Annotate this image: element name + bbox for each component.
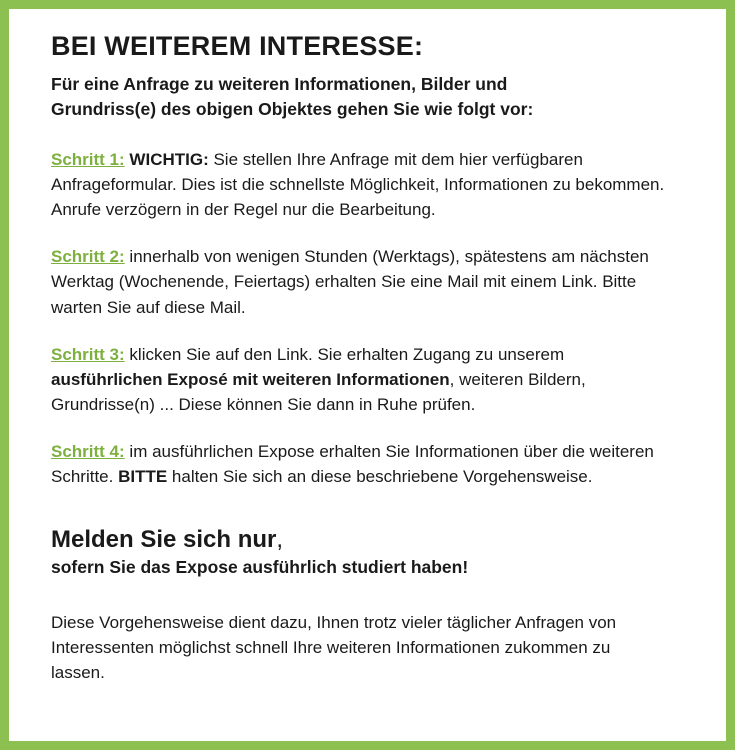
step-2-text: innerhalb von wenigen Stunden (Werktags), spätestens am nächsten Werktag (Wochenende, Feiertags) erhalten Sie eine Mail mit einem Link. Bitte warten Sie auf diese Mail. — [51, 247, 649, 317]
closing-paragraph: Diese Vorgehensweise dient dazu, Ihnen trotz vieler täglicher Anfragen von Interessenten möglichst schnell Ihre weiteren Informationen zukommen zu lassen. — [51, 612, 617, 683]
step-4-text-part-2: halten Sie sich an diese beschriebene Vorgehensweise. — [167, 467, 593, 487]
subheadline-line-1: Für eine Anfrage zu weiteren Informationen, Bilder und — [51, 74, 508, 95]
call-to-action-subtext: sofern Sie das Expose ausführlich studiert haben! — [51, 557, 469, 578]
step-1-label: Schritt 1: — [51, 149, 125, 169]
subheadline-line-2: Grundriss(e) des obigen Objektes gehen Sie wie folgt vor: — [51, 99, 534, 120]
step-1-text: Sie stellen Ihre Anfrage mit dem hier verfügbaren Anfrageformular. Dies ist die schnellste Möglichkeit, Informationen zu bekommen. Anrufe verzögern in der Regel nur die Bearbeitung. — [51, 149, 665, 220]
step-2 — [51, 244, 666, 319]
step-3 — [51, 342, 666, 417]
step-2-label: Schritt 2: — [51, 247, 125, 267]
step-3-text-part-2: , weiteren Bildern, Grundrisse(n) ... Diese können Sie dann in Ruhe prüfen. — [51, 369, 586, 415]
step-3-label: Schritt 3: — [51, 344, 125, 364]
call-to-action-bold: Melden Sie sich nur — [51, 525, 277, 553]
step-4 — [51, 439, 666, 489]
call-to-action-heading — [51, 526, 696, 555]
panel-content — [51, 31, 696, 741]
step-1-bold-lead: WICHTIG: — [129, 149, 209, 169]
step-4-text-part-1: im ausführlichen Expose erhalten Sie Informationen über die weiteren Schritte. — [51, 442, 654, 487]
page-title: BEI WEITEREM INTERESSE: — [51, 31, 424, 61]
step-4-label: Schritt 4: — [51, 442, 125, 462]
step-4-bold-phrase: BITTE — [118, 467, 168, 487]
step-1 — [51, 147, 666, 222]
call-to-action-rest: , — [276, 525, 284, 553]
step-3-bold-phrase: ausführlichen Exposé mit weiteren Informationen — [51, 369, 450, 389]
step-3-text-part-1: klicken Sie auf den Link. Sie erhalten Zugang zu unserem — [124, 344, 565, 364]
subheadline — [51, 72, 651, 123]
